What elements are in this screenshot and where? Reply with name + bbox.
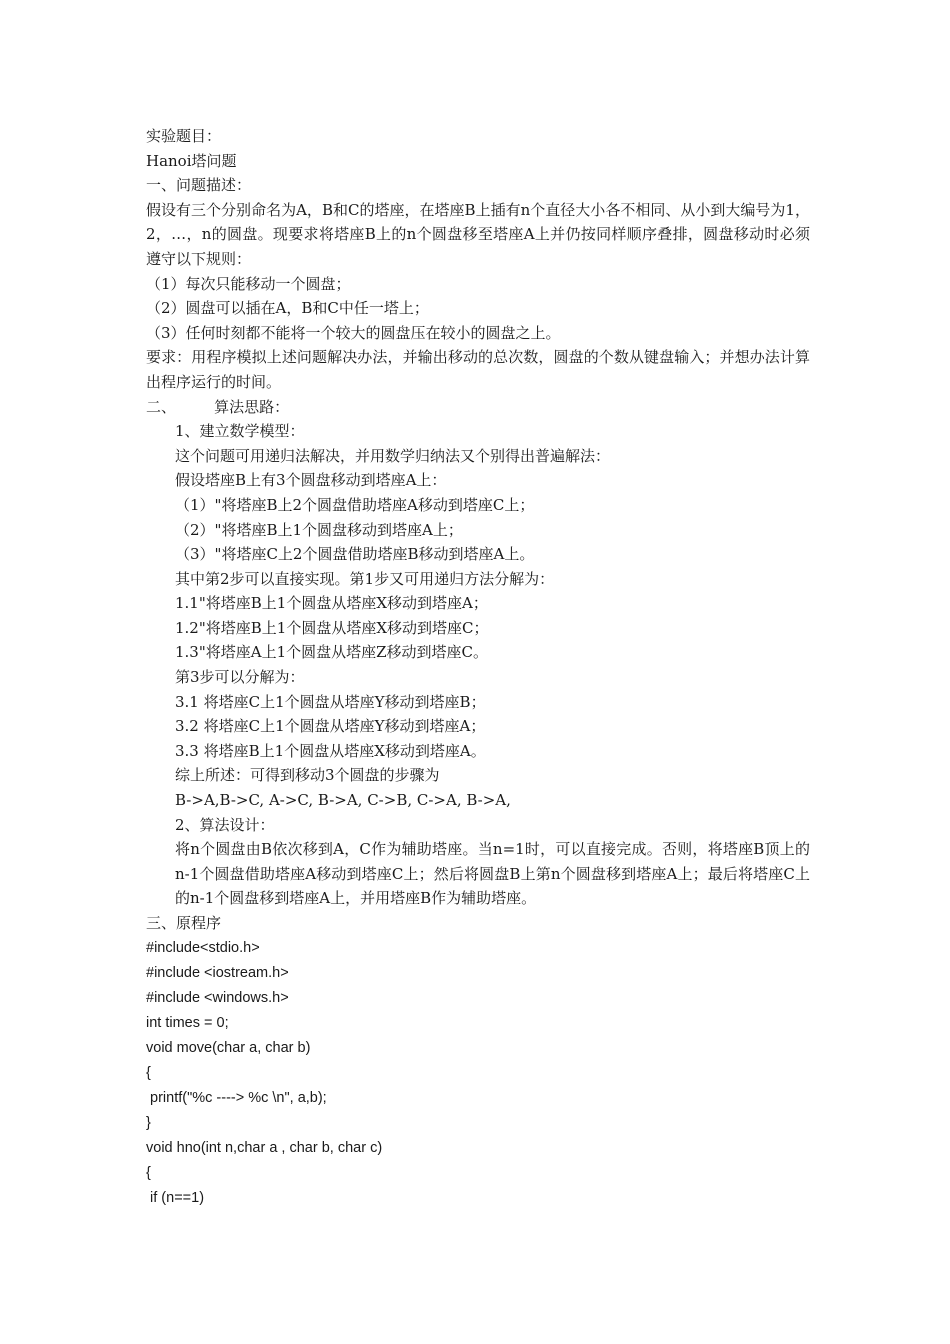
algorithm-line: 其中第2步可以直接实现。第1步又可用递归方法分解为：: [175, 569, 555, 588]
algorithm-line: （2）"将塔座B上1个圆盘移动到塔座A上；: [175, 520, 463, 539]
code-line: #include <windows.h>: [146, 989, 289, 1006]
section-heading-2: 二、 算法思路：: [146, 397, 290, 416]
algorithm-line: 3.2 将塔座C上1个圆盘从塔座Y移动到塔座A；: [175, 717, 486, 736]
code-block: [146, 936, 810, 1211]
algorithm-line: 假设塔座B上有3个圆盘移动到塔座A上：: [175, 471, 447, 490]
requirement-paragraph: 要求：用程序模拟上述问题解决办法，并输出移动的总次数，圆盘的个数从键盘输入；并想办法计算出程序运行的时间。: [146, 348, 810, 391]
algorithm-line: 3.1 将塔座C上1个圆盘从塔座Y移动到塔座B；: [175, 692, 486, 711]
algorithm-line: 1.2"将塔座B上1个圆盘从塔座X移动到塔座C；: [175, 618, 489, 637]
code-line: void hno(int n,char a , char b, char c): [146, 1139, 383, 1156]
code-line: {: [146, 1064, 151, 1081]
rule-line: （3）任何时刻都不能将一个较大的圆盘压在较小的圆盘之上。: [146, 323, 561, 342]
code-line: if (n==1): [146, 1189, 205, 1206]
algorithm-line: 3.3 将塔座B上1个圆盘从塔座X移动到塔座A。: [175, 741, 486, 760]
section-heading-3: 三、原程序: [146, 914, 222, 932]
algorithm-line: 1、建立数学模型：: [175, 422, 305, 441]
algorithm-line: B->A,B->C, A->C, B->A, C->B, C->A, B->A,: [175, 791, 511, 810]
section-heading-1: 一、问题描述：: [146, 176, 252, 195]
heading-label: 实验题目：: [146, 127, 222, 145]
code-line: int times = 0;: [146, 1014, 229, 1031]
rule-line: （2）圆盘可以插在A，B和C中任一塔上；: [146, 299, 429, 318]
code-line: #include <iostream.h>: [146, 964, 289, 981]
rule-line: （1）每次只能移动一个圆盘；: [146, 274, 351, 293]
code-line: printf("%c ----> %c \n", a,b);: [146, 1089, 327, 1106]
algorithm-line: 1.3"将塔座A上1个圆盘从塔座Z移动到塔座C。: [175, 643, 489, 662]
algorithm-line: 1.1"将塔座B上1个圆盘从塔座X移动到塔座A；: [175, 594, 488, 613]
problem-description: 假设有三个分别命名为A，B和C的塔座，在塔座B上插有n个直径大小各不相同、从小到大编号为1，2，…，n的圆盘。现要求将塔座B上的n个圆盘移至塔座A上并仍按同样顺序叠排，圆盘移动时必须遵守以下规则：: [146, 200, 810, 268]
code-line: {: [146, 1164, 151, 1181]
algorithm-line: 这个问题可用递归法解决，并用数学归纳法又个别得出普遍解法：: [175, 446, 611, 465]
algorithm-line: 第3步可以分解为：: [175, 668, 305, 687]
code-line: void move(char a, char b): [146, 1039, 311, 1056]
algorithm-line: 综上所述：可得到移动3个圆盘的步骤为: [175, 766, 440, 785]
document-title: Hanoi塔问题: [146, 151, 237, 170]
document-body: [146, 124, 810, 1211]
code-line: #include<stdio.h>: [146, 939, 260, 956]
algorithm-line: 2、算法设计：: [175, 815, 275, 834]
algorithm-line: （1）"将塔座B上2个圆盘借助塔座A移动到塔座C上；: [175, 495, 535, 514]
algorithm-line: （3）"将塔座C上2个圆盘借助塔座B移动到塔座A上。: [175, 545, 535, 564]
algorithm-design-paragraph: 将n个圆盘由B依次移到A，C作为辅助塔座。当n=1时，可以直接完成。否则，将塔座B顶上的n-1个圆盘借助塔座A移动到塔座C上；然后将圆盘B上第n个圆盘移到塔座A上；最后将塔座C上的n-1个圆盘移到塔座A上，并用塔座B作为辅助塔座。: [175, 840, 810, 908]
code-line: }: [146, 1114, 151, 1131]
